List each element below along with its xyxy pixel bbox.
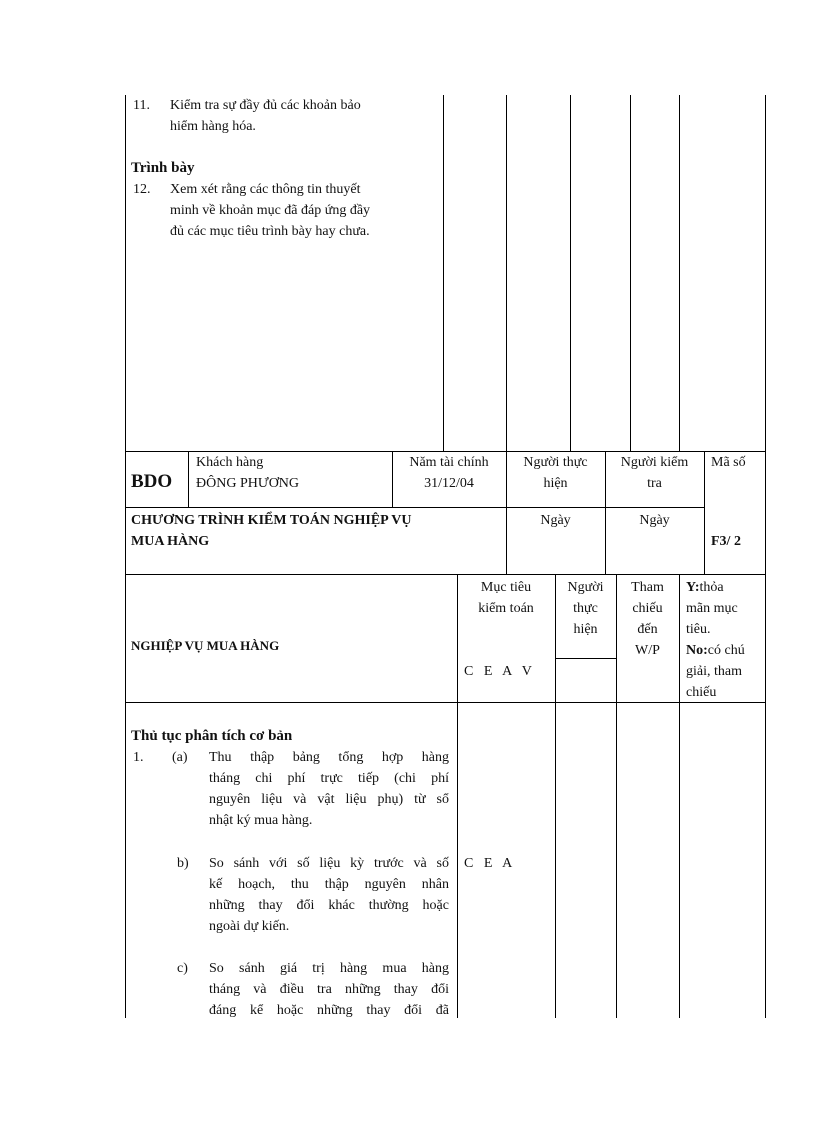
client-name: ĐÔNG PHƯƠNG xyxy=(196,476,300,491)
rule-header-rev-sep xyxy=(704,451,705,575)
legend-no-line-2: giải, tham xyxy=(686,664,742,679)
rule-table-header-bottom xyxy=(125,702,766,703)
item-a-line-2: tháng chi phí trực tiếp (chi phí xyxy=(209,771,449,786)
rule-col2-top xyxy=(506,95,507,451)
rule-header-mid xyxy=(125,507,705,508)
legend-no-line-1 xyxy=(686,640,745,661)
trinh-bay-heading: Trình bày xyxy=(131,160,195,176)
item-12-line-1: Xem xét rằng các thông tin thuyết xyxy=(170,182,361,197)
reference-col-line-1: Tham xyxy=(631,580,664,595)
code-value: F3/ 2 xyxy=(711,534,741,549)
program-title-line-1: CHƯƠNG TRÌNH KIỂM TOÁN NGHIỆP VỤ xyxy=(131,513,412,528)
rule-right-top xyxy=(765,95,766,451)
item-c-line-1: So sánh giá trị hàng mua hàng xyxy=(209,961,449,976)
program-title-line-2: MUA HÀNG xyxy=(131,534,210,549)
performer-label-line-2: hiện xyxy=(543,476,568,491)
section-title: NGHIỆP VỤ MUA HÀNG xyxy=(131,638,280,653)
rule-table-col1 xyxy=(457,574,458,1018)
item-c-label: c) xyxy=(177,961,188,976)
item-12-number: 12. xyxy=(133,182,151,197)
item-a-label: (a) xyxy=(172,750,188,765)
item-11-number: 11. xyxy=(133,98,150,113)
bdo-logo: BDO xyxy=(131,471,173,492)
rule-performer-subdivider xyxy=(555,658,616,659)
legend-y-line-1 xyxy=(686,577,724,598)
item-b-line-4: ngoài dự kiến. xyxy=(209,919,290,934)
rule-table-right xyxy=(765,574,766,1018)
item-12-line-2: minh về khoản mục đã đáp ứng đầy xyxy=(170,203,371,218)
reference-col-line-4: W/P xyxy=(635,643,660,658)
objective-codes: C E A V xyxy=(464,664,532,679)
code-label: Mã số xyxy=(711,455,746,470)
item-b-line-3: những thay đổi khác thường hoặc xyxy=(209,898,449,913)
rule-col5-top xyxy=(679,95,680,451)
item-1-number: 1. xyxy=(133,750,144,765)
item-11-line-1: Kiểm tra sự đầy đủ các khoản bảo xyxy=(170,98,361,113)
performer-label-line-1: Người thực xyxy=(523,455,588,470)
item-c-text xyxy=(209,958,449,1021)
performer-col-line-2: thực xyxy=(573,601,598,616)
legend-y-text-1: thỏa xyxy=(699,580,724,595)
rule-header-logo-sep xyxy=(188,451,189,507)
item-12-line-3: đủ các mục tiêu trình bày hay chưa. xyxy=(170,224,370,239)
item-b-line-1: So sánh với số liệu kỳ trước và số xyxy=(209,856,449,871)
item-a-text xyxy=(209,747,449,831)
date-label-reviewer: Ngày xyxy=(639,513,670,528)
item-b-text xyxy=(209,853,449,937)
rule-header-left xyxy=(125,451,126,575)
rule-header-bottom xyxy=(125,574,766,575)
legend-no-line-3: chiếu xyxy=(686,685,717,700)
item-b-label: b) xyxy=(177,856,189,871)
legend-no-text-1: có chú xyxy=(707,643,745,658)
item-b-objectives: C E A xyxy=(464,856,513,871)
rule-table-col4 xyxy=(679,574,680,1018)
audit-objectives-line-1: Mục tiêu xyxy=(480,580,532,595)
item-c-line-2: tháng và điều tra những thay đổi xyxy=(209,982,449,997)
item-b-line-2: kế hoạch, thu thập nguyên nhân xyxy=(209,877,449,892)
item-11-line-2: hiểm hàng hóa. xyxy=(170,119,256,134)
rule-col4-top xyxy=(630,95,631,451)
fiscal-year-value: 31/12/04 xyxy=(424,476,474,491)
rule-col1-top xyxy=(443,95,444,451)
date-label-performer: Ngày xyxy=(540,513,571,528)
performer-col-line-3: hiện xyxy=(573,622,598,637)
legend-y-key: Y: xyxy=(686,580,700,595)
rule-header-right xyxy=(765,451,766,575)
rule-table-col2 xyxy=(555,574,556,1018)
item-a-line-3: nguyên liệu và vật liệu phụ) từ sổ xyxy=(209,792,449,807)
legend-y-line-2: mãn mục xyxy=(686,601,738,616)
body-heading: Thủ tục phân tích cơ bản xyxy=(131,728,293,744)
audit-objectives-line-2: kiểm toán xyxy=(478,601,534,616)
rule-table-left xyxy=(125,574,126,1018)
legend-y-line-3: tiêu. xyxy=(686,622,711,637)
fiscal-year-label: Năm tài chính xyxy=(409,455,489,470)
performer-col-line-1: Người xyxy=(567,580,604,595)
item-c-line-3: đáng kể hoặc những thay đổi đã xyxy=(209,1003,449,1018)
client-label: Khách hàng xyxy=(196,455,264,470)
reviewer-label-line-1: Người kiểm xyxy=(620,455,689,470)
reference-col-line-3: đến xyxy=(637,622,658,637)
item-a-line-4: nhật ký mua hàng. xyxy=(209,813,313,828)
item-a-line-1: Thu thập bảng tổng hợp hàng xyxy=(209,750,449,765)
reviewer-label-line-2: tra xyxy=(647,476,662,491)
rule-left-top xyxy=(125,95,126,451)
reference-col-line-2: chiếu xyxy=(632,601,663,616)
rule-col3-top xyxy=(570,95,571,451)
legend-no-key: No: xyxy=(686,643,708,658)
